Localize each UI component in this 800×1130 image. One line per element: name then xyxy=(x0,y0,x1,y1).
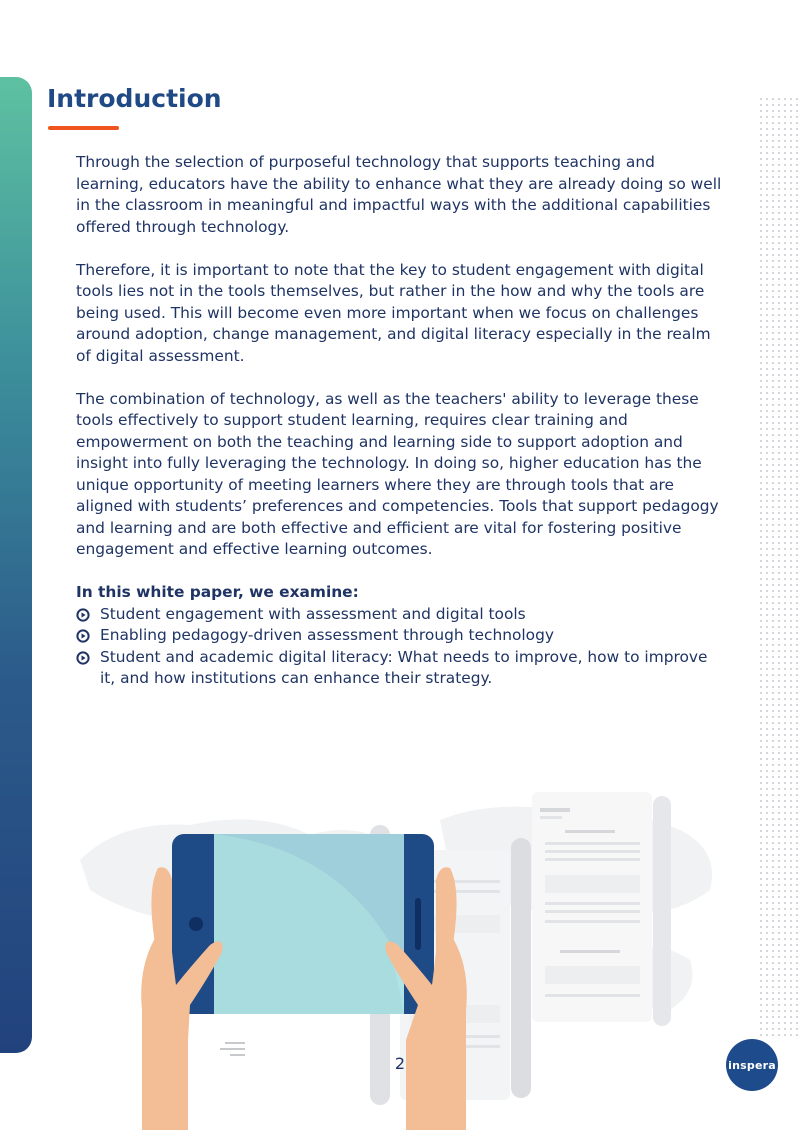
tablet-device xyxy=(172,834,434,1014)
page-number: 2 xyxy=(394,1054,406,1073)
intro-paragraph-2: Therefore, it is important to note that the key to student engagement with digital tools lies not in the tools themselves, but rather in the how and why the tools are being used. This will become even more important when we focus on challenges around adoption, change management, and digital literacy especially in the realm of digital assessment. xyxy=(76,260,711,365)
bullet-text: Enabling pedagogy-driven assessment through technology xyxy=(100,626,554,644)
page-title: Introduction xyxy=(47,84,222,113)
list-item xyxy=(76,604,724,626)
bullet-text: Student engagement with assessment and digital tools xyxy=(100,604,526,623)
examine-list xyxy=(76,604,724,690)
logo-text: inspera xyxy=(728,1058,776,1072)
title-underline xyxy=(48,126,119,130)
play-circle-icon xyxy=(76,608,90,622)
main-content xyxy=(76,152,724,690)
play-circle-icon xyxy=(76,651,90,665)
intro-paragraph-1: Through the selection of purposeful technology that supports teaching and learning, educators have the ability to enhance what they are already doing so well in the classroom in meaningful and impactful ways with the additional capabilities offered through technology. xyxy=(76,153,722,236)
list-item xyxy=(76,625,724,647)
examine-heading: In this white paper, we examine: xyxy=(76,583,359,601)
intro-paragraph-3: The combination of technology, as well as the teachers' ability to leverage these tools effectively to support student learning, requires clear training and empowerment on both the teaching and learning side to support adoption and insight into fully leveraging the technology. In doing so, higher education has the unique opportunity of meeting learners where they are through tools that are aligned with students’ preferences and competencies. Tools that support pedagogy and learning and are both effective and efficient are vital for fostering positive engagement and effective learning outcomes. xyxy=(76,389,719,558)
dot-pattern xyxy=(758,96,800,1036)
decorative-gradient-bar xyxy=(0,77,32,1053)
play-circle-icon xyxy=(76,629,90,643)
inspera-logo xyxy=(726,1039,778,1091)
tablet-illustration xyxy=(60,780,750,1130)
list-item xyxy=(76,647,724,690)
bullet-text: Student and academic digital literacy: What needs to improve, how to improve it, and how institutions can enhance their strategy. xyxy=(100,647,708,687)
